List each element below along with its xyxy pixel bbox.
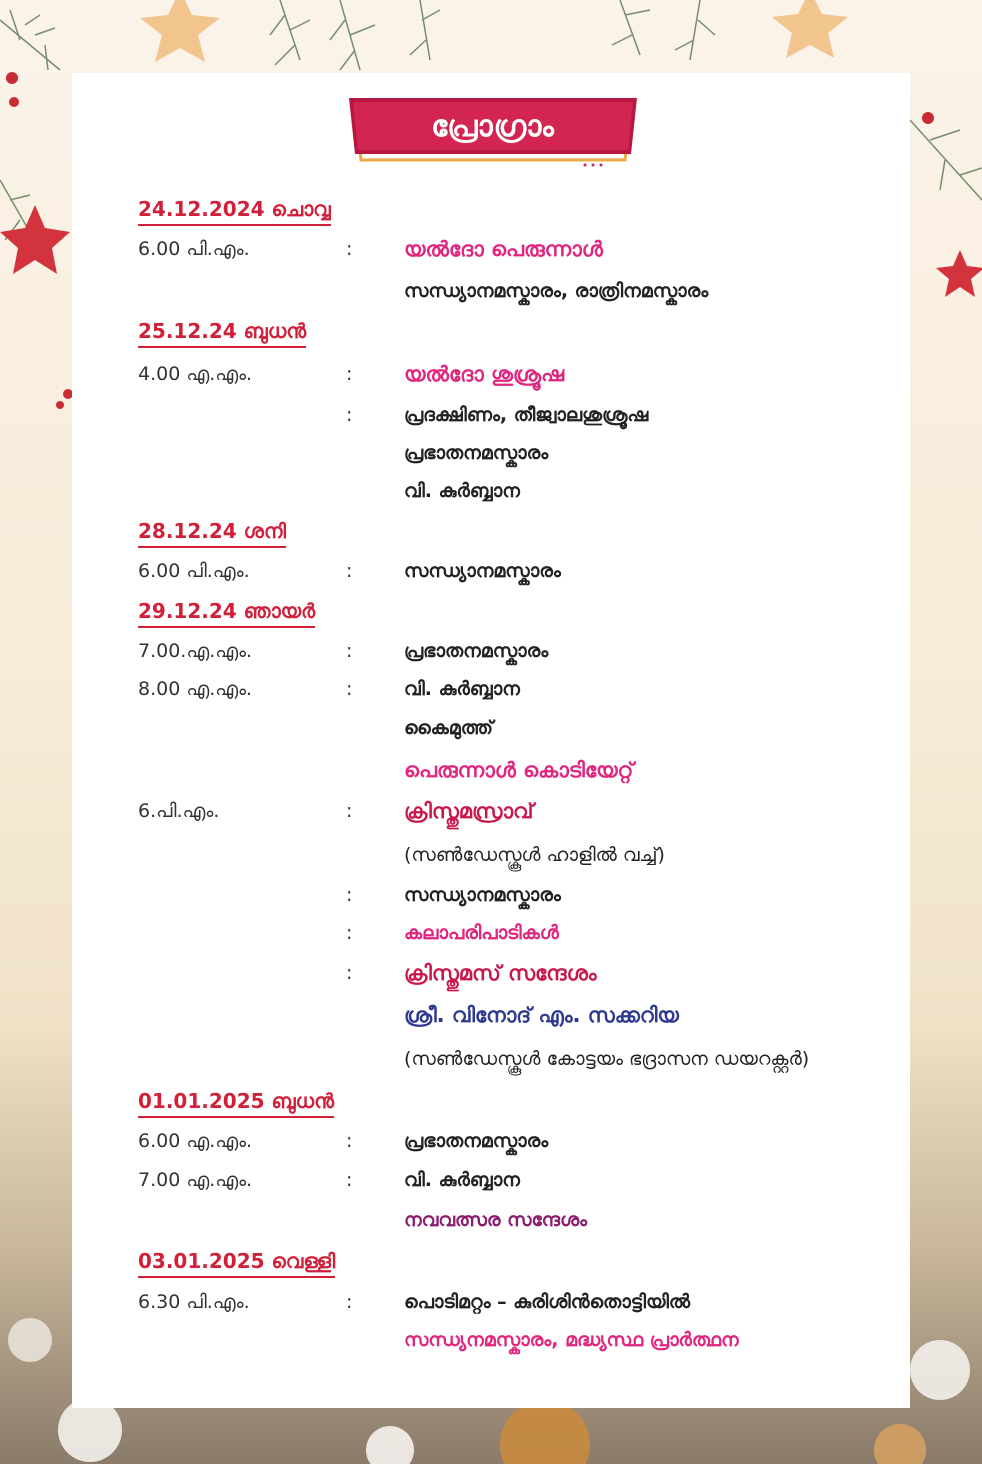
- page-title: പ്രോഗ്രാം: [431, 108, 555, 144]
- event-description: പെരുന്നാൾ കൊടിയേറ്റ്: [404, 758, 634, 782]
- date-heading: 29.12.24 ഞായർ: [138, 598, 315, 628]
- event-time: 7.00.എ.എം.: [138, 640, 253, 662]
- schedule-row: [0, 361, 982, 397]
- event-description: വി. കുർബ്ബാന: [404, 1169, 520, 1191]
- event-time: 6.00 പി.എം.: [138, 238, 250, 260]
- event-description: യൽദോ പെരുന്നാൾ: [404, 237, 603, 261]
- event-description: സന്ധ്യാനമസ്കാരം, രാത്രിനമസ്കാരം: [404, 280, 709, 302]
- date-heading-row: [0, 1088, 982, 1124]
- event-time: 6.00 പി.എം.: [138, 560, 250, 582]
- schedule-row: [0, 1128, 982, 1164]
- event-time: 6.30 പി.എം.: [138, 1291, 250, 1313]
- schedule-row: [0, 882, 982, 918]
- date-heading-row: [0, 598, 982, 634]
- event-description: പൊടിമറ്റം – കുരിശിൻതൊട്ടിയിൽ: [404, 1291, 690, 1313]
- schedule-row: [0, 842, 982, 878]
- event-description: വി. കുർബ്ബാന: [404, 480, 520, 502]
- separator-colon: :: [346, 884, 353, 906]
- separator-colon: :: [346, 922, 353, 944]
- event-description: ശ്രീ. വിനോദ് എം. സക്കറിയ: [404, 1003, 679, 1027]
- event-description: പ്രദക്ഷിണം, തീജ്വാലശുശ്രൂഷ: [404, 404, 649, 426]
- schedule-row: [0, 558, 982, 594]
- date-heading-row: [0, 518, 982, 554]
- event-description: പ്രഭാതനമസ്കാരം: [404, 1130, 549, 1152]
- schedule-row: [0, 1046, 982, 1082]
- separator-colon: :: [346, 560, 353, 582]
- separator-colon: :: [346, 678, 353, 700]
- separator-colon: :: [346, 1130, 353, 1152]
- date-heading-row: [0, 1248, 982, 1284]
- separator-colon: :: [346, 962, 353, 984]
- date-heading: 24.12.2024 ചൊവ്വ: [138, 196, 331, 226]
- separator-colon: :: [346, 640, 353, 662]
- event-description: ക്രിസ്തുമസ്രാവ്: [404, 799, 534, 823]
- date-heading-row: [0, 196, 982, 232]
- event-description: നവവത്സര സന്ദേശം: [404, 1209, 588, 1231]
- schedule-row: [0, 638, 982, 674]
- separator-colon: :: [346, 363, 353, 385]
- schedule-row: [0, 1207, 982, 1243]
- schedule-row: [0, 236, 982, 272]
- schedule-row: [0, 798, 982, 834]
- date-heading: 03.01.2025 വെള്ളി: [138, 1248, 335, 1278]
- event-description: പ്രഭാതനമസ്കാരം: [404, 442, 549, 464]
- schedule-row: [0, 402, 982, 438]
- event-description: സന്ധ്യനമസ്കാരം, മദ്ധ്യസ്ഥ പ്രാർത്ഥന: [404, 1329, 739, 1351]
- schedule-row: [0, 676, 982, 712]
- event-time: 7.00 എ.എം.: [138, 1169, 253, 1191]
- event-description: (സൺഡേസ്കൂൾ കോട്ടയം ഭദ്രാസന ഡയറക്റ്റർ): [404, 1048, 810, 1070]
- separator-colon: :: [346, 238, 353, 260]
- event-description: സന്ധ്യാനമസ്കാരം: [404, 560, 561, 582]
- title-banner: [345, 96, 641, 168]
- event-time: 6.പി.എം.: [138, 800, 220, 822]
- event-description: കൈമുത്ത്: [404, 717, 493, 739]
- schedule-row: [0, 440, 982, 476]
- separator-colon: :: [346, 800, 353, 822]
- schedule-row: [0, 757, 982, 793]
- schedule-row: [0, 1167, 982, 1203]
- schedule-row: [0, 278, 982, 314]
- schedule-row: [0, 1327, 982, 1363]
- schedule-row: [0, 478, 982, 514]
- event-description: യൽദോ ശുശ്രൂഷ: [404, 362, 565, 386]
- event-description: കലാപരിപാടികൾ: [404, 922, 559, 944]
- schedule-row: [0, 1002, 982, 1038]
- date-heading-row: [0, 318, 982, 354]
- event-time: 6.00 എ.എം.: [138, 1130, 253, 1152]
- separator-colon: :: [346, 1169, 353, 1191]
- schedule-row: [0, 920, 982, 956]
- event-description: വി. കുർബ്ബാന: [404, 678, 520, 700]
- separator-colon: :: [346, 1291, 353, 1313]
- schedule-row: [0, 715, 982, 751]
- schedule-row: [0, 1289, 982, 1325]
- date-heading: 25.12.24 ബുധൻ: [138, 318, 306, 348]
- event-description: (സൺഡേസ്കൂൾ ഹാളിൽ വച്ച്): [404, 844, 665, 866]
- event-description: ക്രിസ്തുമസ് സന്ദേശം: [404, 961, 597, 985]
- date-heading: 28.12.24 ശനി: [138, 518, 286, 548]
- event-time: 8.00 എ.എം.: [138, 678, 253, 700]
- separator-colon: :: [346, 404, 353, 426]
- event-description: സന്ധ്യാനമസ്കാരം: [404, 884, 561, 906]
- event-time: 4.00 എ.എം.: [138, 363, 253, 385]
- date-heading: 01.01.2025 ബുധൻ: [138, 1088, 334, 1118]
- schedule-row: [0, 960, 982, 996]
- event-description: പ്രഭാതനമസ്കാരം: [404, 640, 549, 662]
